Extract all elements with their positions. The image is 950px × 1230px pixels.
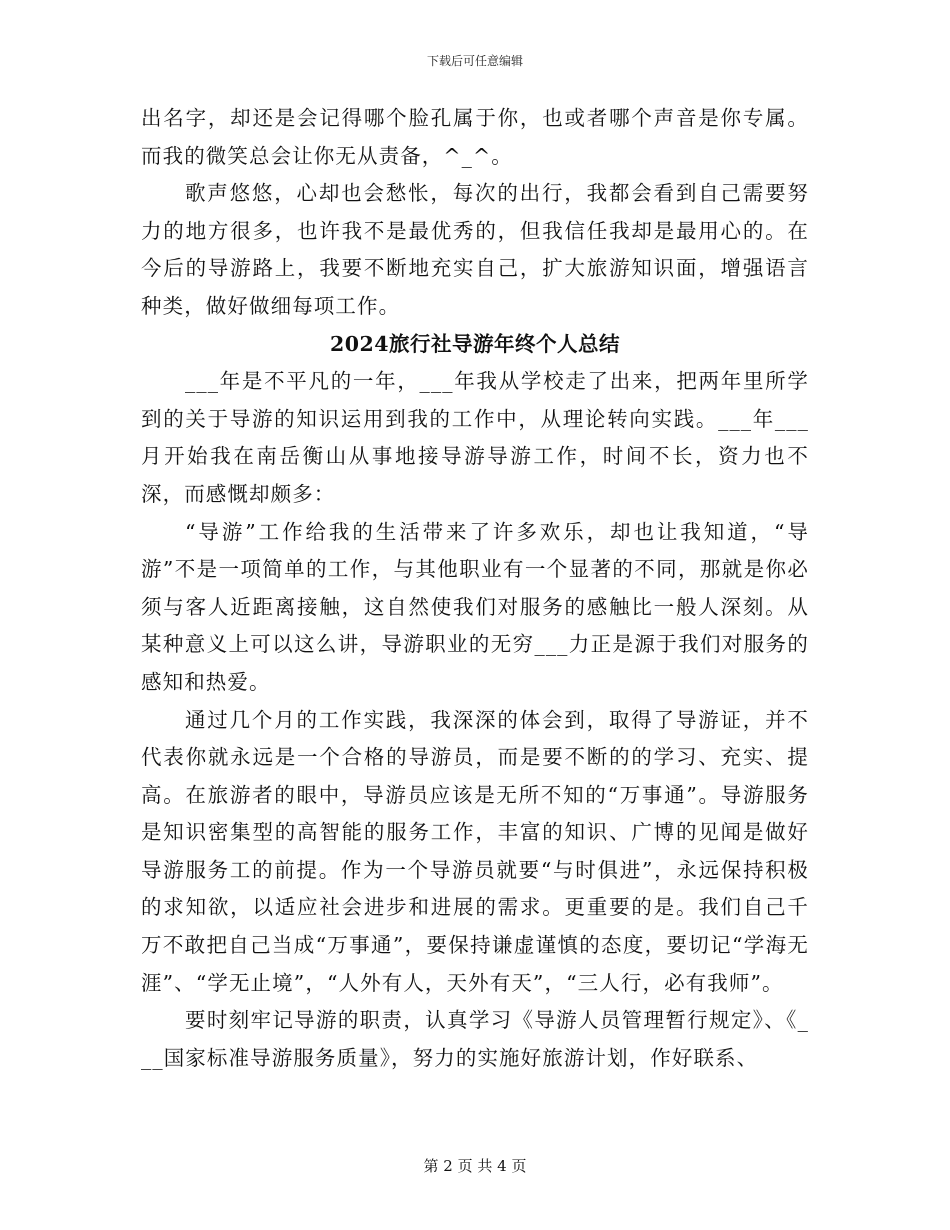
document-body bbox=[141, 100, 809, 1077]
section-title: 2024旅行社导游年终个人总结 bbox=[329, 331, 621, 356]
page-number: 第 2 页 共 4 页 bbox=[423, 1157, 527, 1175]
paragraph-singing: 歌声悠悠，心却也会愁怅，每次的出行，我都会看到自己需要努力的地方很多，也许我不是最优秀的，但我信任我却是最用心的。在今后的导游路上，我要不断地充实自己，扩大旅游知识面，增强语言种类，做好做细每项工作。 bbox=[141, 181, 809, 318]
paragraph-guide-work: “导游”工作给我的生活带来了许多欢乐，却也让我知道，“导游”不是一项简单的工作，与其他职业有一个显著的不同，那就是你必须与客人近距离接触，这自然使我们对服务的感触比一般人深刻。从某种意义上可以这么讲，导游职业的无穷___力正是源于我们对服务的感知和热爱。 bbox=[141, 519, 809, 694]
paragraph-continuation: 出名字，却还是会记得哪个脸孔属于你，也或者哪个声音是你专属。而我的微笑总会让你无从责备，^_^。 bbox=[141, 106, 809, 168]
header-note: 下载后可任意编辑 bbox=[426, 54, 523, 68]
paragraph-practice: 通过几个月的工作实践，我深深的体会到，取得了导游证，并不代表你就永远是一个合格的导游员，而是要不断的的学习、充实、提高。在旅游者的眼中，导游员应该是无所不知的“万事通”。导游服务是知识密集型的高智能的服务工作，丰富的知识、广博的见闻是做好导游服务工的前提。作为一个导游员就要“与时俱进”，永远保持积极的求知欲，以适应社会进步和进展的需求。更重要的是。我们自己千万不敢把自己当成“万事通”，要保持谦虚谨慎的态度，要切记“学海无涯”、“学无止境”，“人外有人，天外有天”，“三人行，必有我师”。 bbox=[141, 707, 809, 995]
paragraph-intro: ___年是不平凡的一年，___年我从学校走了出来，把两年里所学到的关于导游的知识运用到我的工作中，从理论转向实践。___年___月开始我在南岳衡山从事地接导游导游工作，时间不长，资力也不深，而感慨却颇多： bbox=[141, 369, 809, 506]
paragraph-duties: 要时刻牢记导游的职责，认真学习《导游人员管理暂行规定》、《___国家标准导游服务质量》，努力的实施好旅游计划，作好联系、 bbox=[141, 1008, 809, 1070]
